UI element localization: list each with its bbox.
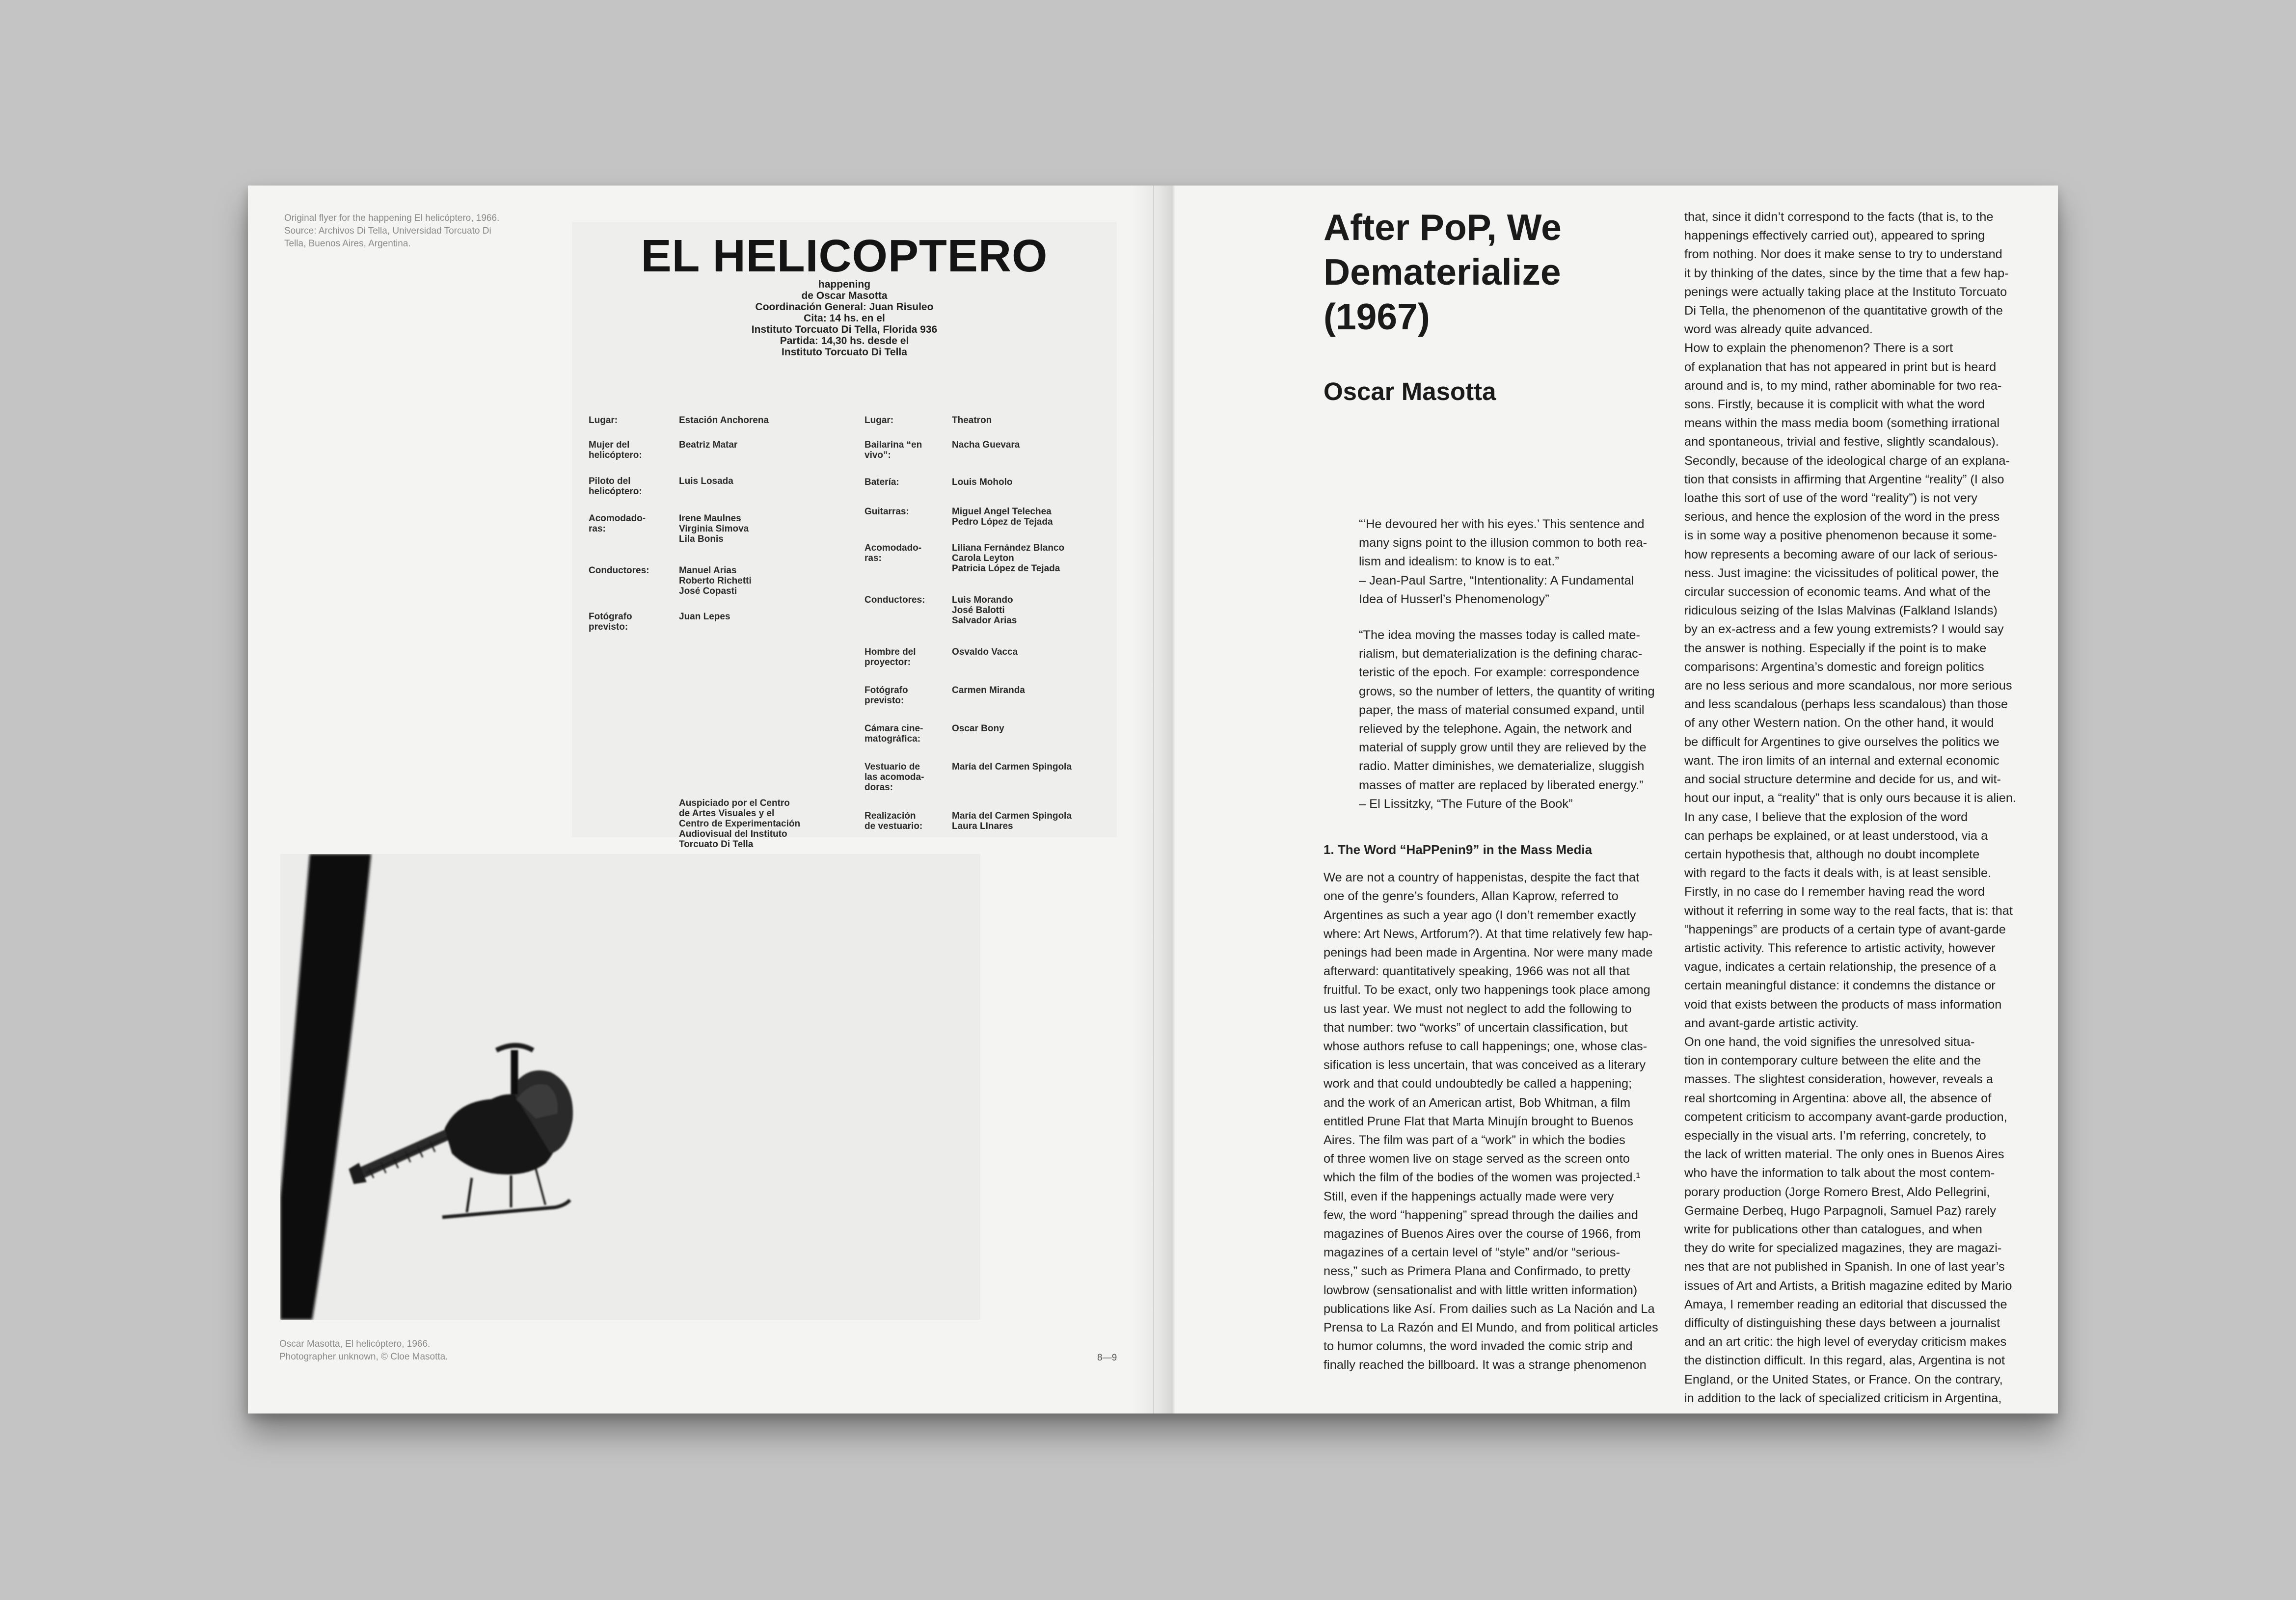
flyer-credit-label [864, 685, 950, 706]
flyer-credit-value [952, 507, 1053, 527]
body-line: sons. Firstly, because it is complicit with what the word [1684, 398, 1985, 412]
body-line: Argentines as such a year ago (I don’t remember exactly [1324, 908, 1636, 922]
book-spread [248, 186, 2058, 1413]
flyer-credit-value-line: Miguel Angel Telechea [952, 507, 1052, 517]
page-numbers: 8—9 [1097, 1353, 1117, 1363]
flyer-credit-label-line: Vestuario de [864, 762, 920, 772]
epigraph-line: Idea of Husserl’s Phenomenology” [1359, 592, 1549, 606]
body-line: of any other Western nation. On the other hand, it would [1684, 716, 1994, 730]
flyer-credit-label [589, 415, 675, 426]
flyer-credit-row [864, 595, 1120, 634]
sponsor-line: Auspiciado por el Centro [679, 798, 790, 808]
flyer-credit-label-line: Mujer del [589, 440, 630, 450]
flyer-credit-label-line: las acomoda- [864, 772, 924, 782]
flyer-credit-value [952, 685, 1025, 695]
flyer-credit-label-line: Guitarras: [864, 507, 909, 517]
flyer-credit-value [679, 565, 752, 596]
body-line: where: Art News, Artforum?). At that time relatively few hap- [1324, 927, 1653, 941]
body-line: lowbrow (sensationalist and with little written information) [1324, 1283, 1638, 1297]
flyer-credit-value-line: Juan Lepes [679, 612, 730, 622]
flyer-credit-value-line: Liliana Fernández Blanco [952, 543, 1065, 553]
flyer-credit-row [589, 565, 844, 605]
flyer-credit-value-line: Carmen Miranda [952, 685, 1025, 695]
body-line: tion in contemporary culture between the elite and the [1684, 1054, 1981, 1068]
body-line: ness. Just imagine: the vicissitudes of political power, the [1684, 566, 1999, 580]
body-line: circular succession of economic teams. And what of the [1684, 585, 1991, 599]
column-1-body [1324, 868, 1662, 1374]
flyer-credit-value [679, 513, 749, 544]
body-line: magazines of a certain level of “style” and/or “serious- [1324, 1246, 1620, 1260]
flyer-subtitle-line: de Oscar Masotta [801, 290, 888, 301]
flyer-credit-value-line: Pedro López de Tejada [952, 517, 1053, 527]
body-line: certain hypothesis that, although no doubt incomplete [1684, 847, 1980, 861]
body-line: finally reached the billboard. It was a strange phenomenon [1324, 1358, 1647, 1372]
flyer-credit-value-line: Virginia Simova [679, 524, 749, 534]
body-line: ness,” such as Primera Plana and Confirmado, to pretty [1324, 1264, 1631, 1279]
body-line: the answer is nothing. Especially if the point is to make [1684, 641, 1987, 655]
epigraph-line: material of supply grow until they are relieved by the [1359, 741, 1647, 755]
body-line: that, since it didn’t correspond to the facts (that is, to the [1684, 210, 1994, 224]
flyer-credit-label-line: proyector: [864, 657, 911, 667]
body-line: Prensa to La Razón and El Mundo, and from political articles [1324, 1321, 1658, 1335]
epigraph-line: – El Lissitzky, “The Future of the Book” [1359, 797, 1573, 811]
body-line: On one hand, the void signifies the unresolved situa- [1684, 1035, 1975, 1049]
epigraph-line: relieved by the telephone. Again, the network and [1359, 722, 1632, 736]
body-line: nes that are not published in Spanish. In one of last year’s [1684, 1260, 2005, 1274]
sponsor-line: Audiovisual del Instituto [679, 829, 787, 839]
flyer-credit-value-line: Laura LInares [952, 821, 1013, 831]
epigraph-line: “The idea moving the masses today is called mate- [1359, 628, 1640, 642]
flyer-credit-row [864, 723, 1120, 763]
body-line: Firstly, in no case do I remember having read the word [1684, 885, 1985, 899]
flyer-credit-label [864, 477, 950, 487]
body-line: write for publications other than catalogues, and when [1684, 1222, 1982, 1236]
flyer-credit-row [589, 612, 844, 651]
flyer-credit-value-line: Salvador Arias [952, 615, 1017, 626]
flyer-credit-value-line: Beatriz Matar [679, 440, 738, 450]
flyer-image [572, 222, 1117, 850]
flyer-credit-label [864, 647, 950, 667]
flyer-credit-label-line: previsto: [589, 622, 628, 632]
epigraph-line: paper, the mass of material consumed expand, until [1359, 703, 1645, 717]
body-line: which the film of the bodies of the women was projected.¹ [1324, 1171, 1640, 1185]
body-line: few, the word “happening” spread through the dailies and [1324, 1208, 1638, 1222]
body-line: how represents a becoming aware of our lack of serious- [1684, 547, 1998, 561]
flyer-credit-row [864, 685, 1120, 724]
flyer-subtitle-line: Coordinación General: Juan Risuleo [755, 301, 934, 313]
body-line: porary production (Jorge Romero Brest, Aldo Pellegrini, [1684, 1185, 1990, 1199]
flyer-credit-row [864, 811, 1120, 850]
flyer-credit-value-line: Irene Maulnes [679, 513, 741, 524]
flyer-credit-value-line: Patricia López de Tejada [952, 563, 1060, 574]
epigraph-line: rialism, but dematerialization is the defining charac- [1359, 647, 1643, 661]
flyer-credit-label-line: matográfica: [864, 734, 921, 744]
helicopter-photo-graphic [280, 854, 980, 1320]
flyer-credit-value-line: Louis Moholo [952, 477, 1013, 487]
body-line: serious, and hence the explosion of the word in the press [1684, 510, 2000, 524]
flyer-credit-label-line: previsto: [864, 695, 904, 706]
sponsor-line: Torcuato Di Tella [679, 839, 754, 850]
flyer-credit-label [589, 476, 675, 497]
caption-line: Original flyer for the happening El helicóptero, 1966. [284, 213, 500, 223]
flyer-credit-label-line: Fotógrafo [589, 612, 632, 622]
body-line: it by thinking of the dates, since by the time that a few hap- [1684, 266, 2009, 280]
body-line: who have the information to talk about the most contem- [1684, 1166, 1995, 1180]
body-line: certain meaningful distance: it condemns the distance or [1684, 979, 1996, 993]
gutter-fold [1153, 186, 1154, 1413]
flyer-credit-label-line: Cámara cine- [864, 723, 923, 734]
flyer-credit-label [864, 595, 950, 605]
flyer-subtitle-line: Instituto Torcuato Di Tella [782, 347, 907, 358]
body-line: ridiculous seizing of the Islas Malvinas (Falkland Islands) [1684, 604, 1998, 618]
body-line: want. The iron limits of an internal and external economic [1684, 753, 1999, 768]
flyer-subtitle [572, 279, 1117, 358]
flyer-credit-value-line: Estación Anchorena [679, 415, 769, 426]
body-line: word was already quite advanced. [1684, 322, 1873, 337]
flyer-credit-label [589, 513, 675, 534]
body-line: and less scandalous (perhaps less scandalous) than those [1684, 697, 2008, 712]
body-line: and avant-garde artistic activity. [1684, 1016, 1859, 1030]
flyer-credit-label-line: Conductores: [589, 565, 649, 576]
body-line: with regard to the facts it deals with, is at least sensible. [1684, 866, 1992, 880]
body-line: hout our input, a “reality” that is only ours because it is alien. [1684, 791, 2017, 805]
flyer-subtitle-line: Cita: 14 hs. en el [804, 313, 885, 324]
flyer-credit-value [952, 543, 1064, 574]
body-line: sification is less uncertain, that was conceived as a literary [1324, 1058, 1646, 1072]
body-line: from nothing. Nor does it make sense to try to understand [1684, 247, 2002, 262]
flyer-credit-label-line: Lugar: [864, 415, 894, 426]
flyer-credit-label [864, 440, 950, 460]
body-line: without it referring in some way to the real facts, that is: that [1684, 904, 2013, 918]
flyer-credit-label-line: ras: [589, 524, 606, 534]
column-2-body [1684, 208, 2030, 1408]
flyer-title: EL HELICOPTERO [641, 230, 1048, 281]
flyer-credit-label-line: Bailarina “en [864, 440, 922, 450]
body-line: competent criticism to accompany avant-garde production, [1684, 1110, 2007, 1124]
flyer-credit-label [864, 543, 950, 563]
epigraphs [1359, 515, 1655, 813]
epigraph-line: many signs point to the illusion common to both rea- [1359, 536, 1648, 550]
body-line: whose authors refuse to call happenings; one, whose clas- [1324, 1040, 1648, 1054]
body-line: to humor columns, the word invaded the comic strip and [1324, 1339, 1633, 1354]
epigraph-line: masses of matter are replaced by liberated energy.” [1359, 778, 1644, 792]
body-line: means within the mass media boom (something irrational [1684, 416, 2000, 430]
title-line: (1967) [1324, 296, 1430, 337]
flyer-credit-row [589, 476, 844, 515]
flyer-subtitle-line: happening [818, 279, 871, 290]
flyer-credit-value [679, 415, 769, 426]
body-line: afterward: quantitatively speaking, 1966 was not all that [1324, 964, 1630, 979]
body-line: of explanation that has not appeared in print but is heard [1684, 360, 1997, 374]
flyer-credit-label-line: Acomodado- [589, 513, 646, 524]
body-line: in addition to the lack of specialized criticism in Argentina, [1684, 1391, 2002, 1405]
text-column-2 [1684, 208, 2030, 1408]
body-line: and the work of an American artist, Bob Whitman, a film [1324, 1095, 1631, 1110]
article-title [1324, 205, 1562, 339]
flyer-credit-value [679, 612, 730, 622]
flyer-credit-value-line: José Balotti [952, 605, 1005, 615]
body-line: is in some way a positive phenomenon because it some- [1684, 529, 1997, 543]
body-line: be difficult for Argentines to give ourselves the politics we [1684, 735, 1999, 749]
section-heading: 1. The Word “HaPPenin9” in the Mass Media [1324, 842, 1593, 857]
body-line: us last year. We must not neglect to add the following to [1324, 1002, 1632, 1016]
sponsor-line: de Artes Visuales y el [679, 808, 775, 819]
flyer-credit-label [864, 415, 950, 426]
flyer-credit-value [952, 762, 1072, 772]
caption-line: Tella, Buenos Aires, Argentina. [284, 239, 411, 249]
flyer-credit-value-line: María del Carmen Spingola [952, 762, 1072, 772]
flyer-credit-label-line: Piloto del [589, 476, 631, 486]
flyer-credit-value-line: Roberto Richetti [679, 576, 752, 586]
body-line: Secondly, because of the ideological charge of an explana- [1684, 453, 2010, 468]
body-line: and spontaneous, trivial and festive, slightly scandalous). [1684, 435, 1999, 449]
body-line: In any case, I believe that the explosion of the word [1684, 810, 1968, 824]
flyer-credit-value [952, 595, 1017, 626]
flyer-credit-label-line: ras: [864, 553, 882, 563]
helicopter-photo [280, 854, 980, 1320]
body-line: happenings effectively carried out), appeared to spring [1684, 229, 1985, 243]
flyer-credit-value-line: Luis Morando [952, 595, 1013, 605]
flyer-credit-label-line: Fotógrafo [864, 685, 908, 695]
flyer-credit-label [589, 565, 675, 576]
flyer-credit-label-line: Conductores: [864, 595, 925, 605]
body-line: and an art critic: the high level of everyday criticism makes [1684, 1335, 2007, 1349]
flyer-credit-row [864, 440, 1120, 479]
flyer-credit-value [952, 723, 1004, 734]
body-line: can perhaps be explained, or at least understood, via a [1684, 828, 1988, 843]
flyer-subtitle-line: Partida: 14,30 hs. desde el [780, 335, 909, 347]
flyer-subtitle-line: Instituto Torcuato Di Tella, Florida 936 [751, 324, 938, 335]
body-line: masses. The slightest consideration, however, reveals a [1684, 1072, 1993, 1087]
flyer-credit-label [864, 811, 950, 831]
epigraph-line: grows, so the number of letters, the quantity of writing [1359, 684, 1655, 698]
flyer-credit-value-line: Oscar Bony [952, 723, 1004, 734]
body-line: vague, indicates a certain relationship, the presence of a [1684, 960, 1997, 974]
flyer-credit-value [679, 440, 737, 450]
flyer-credit-value [952, 415, 992, 426]
flyer-credit-label-line: helicóptero: [589, 486, 642, 497]
body-line: issues of Art and Artists, a British magazine edited by Mario [1684, 1279, 2012, 1293]
body-line: fruitful. To be exact, only two happenings took place among [1324, 983, 1650, 997]
photo-caption [279, 1338, 448, 1363]
flyer-sponsor [679, 798, 800, 850]
flyer-credit-label-line: Acomodado- [864, 543, 922, 553]
flyer-credit-label-line: doras: [864, 782, 893, 793]
flyer-credit-label [864, 723, 950, 744]
epigraph-line: radio. Matter diminishes, we dematerialize, sluggish [1359, 759, 1645, 773]
body-line: We are not a country of happenistas, despite the fact that [1324, 871, 1640, 885]
body-line: artistic activity. This reference to artistic activity, however [1684, 941, 1996, 955]
flyer-credit-row [864, 543, 1120, 582]
epigraph-line: – Jean-Paul Sartre, “Intentionality: A Fundamental [1359, 573, 1634, 587]
flyer-credit-row [589, 513, 844, 553]
body-line: penings had been made in Argentina. Nor were many made [1324, 946, 1653, 960]
body-line: that number: two “works” of uncertain classification, but [1324, 1020, 1628, 1035]
caption-line: Source: Archivos Di Tella, Universidad Torcuato Di [284, 226, 491, 236]
flyer-credit-row [864, 762, 1120, 801]
body-line: void that exists between the products of mass information [1684, 997, 2002, 1012]
sponsor-line: Centro de Experimentación [679, 819, 801, 829]
body-line: the lack of written material. The only ones in Buenos Aires [1684, 1147, 2004, 1162]
flyer-credit-value [952, 811, 1072, 831]
body-line: especially in the visual arts. I’m referring, concretely, to [1684, 1128, 1986, 1143]
body-line: Germaine Derbeq, Hugo Parpagnoli, Samuel Paz) rarely [1684, 1203, 1997, 1218]
body-line: by an ex-actress and a few young extremists? I would say [1684, 622, 2004, 637]
flyer-credit-value-line: Carola Leyton [952, 553, 1014, 563]
body-line: work and that could undoubtedly be called a happening; [1324, 1077, 1632, 1091]
flyer-credit-value-line: María del Carmen Spingola [952, 811, 1072, 821]
flyer-credit-label-line: Batería: [864, 477, 899, 487]
flyer-credit-value-line: Osvaldo Vacca [952, 647, 1018, 657]
body-line: How to explain the phenomenon? There is a sort [1684, 341, 1953, 355]
flyer-credit-value-line: José Copasti [679, 586, 737, 596]
body-line: entitled Prune Flat that Marta Minujín brought to Buenos [1324, 1114, 1633, 1128]
flyer-caption [284, 212, 499, 250]
body-line: tion that consists in affirming that Argentine “reality” (I also [1684, 472, 2004, 486]
body-line: “happenings” are products of a certain type of avant-garde [1684, 922, 2006, 936]
body-line: Still, even if the happenings actually made were very [1324, 1189, 1614, 1203]
text-column-1 [1324, 840, 1662, 1375]
epigraph-line: lism and idealism: to know is to eat.” [1359, 555, 1559, 569]
body-line: Amaya, I remember reading an editorial that discussed the [1684, 1297, 2007, 1311]
flyer-credit-row [589, 440, 844, 479]
body-line: Di Tella, the phenomenon of the quantitative growth of the [1684, 304, 2003, 318]
flyer-credit-label [589, 612, 675, 632]
body-line: they do write for specialized magazines, they are magazi- [1684, 1241, 2002, 1255]
flyer-credit-label [589, 440, 675, 460]
body-line: around and is, to my mind, rather abominable for two rea- [1684, 378, 2002, 393]
flyer-credit-label [864, 507, 950, 517]
flyer-credit-row [864, 507, 1120, 546]
caption-line: Oscar Masotta, El helicóptero, 1966. [279, 1339, 431, 1349]
flyer-credit-value [952, 440, 1020, 450]
flyer-credit-value-line: Lila Bonis [679, 534, 724, 544]
caption-line: Photographer unknown, © Cloe Masotta. [279, 1352, 448, 1362]
flyer-credit-label-line: helicóptero: [589, 450, 642, 460]
title-line: After PoP, We [1324, 207, 1562, 248]
epigraph-line: “‘He devoured her with his eyes.’ This sentence and [1359, 517, 1645, 531]
body-line: penings were actually taking place at the Instituto Torcuato [1684, 285, 2007, 299]
flyer-credit-label-line: de vestuario: [864, 821, 923, 831]
body-line: and social structure determine and decide for us, and wit- [1684, 773, 2001, 787]
body-line: of three women live on stage served as the screen onto [1324, 1152, 1630, 1166]
flyer-credit-value-line: Manuel Arias [679, 565, 737, 576]
body-line: real shortcoming in Argentina: above all, the absence of [1684, 1091, 1992, 1105]
flyer-credit-label-line: Lugar: [589, 415, 618, 426]
flyer-credit-label-line: Hombre del [864, 647, 916, 657]
flyer-credit-value-line: Luis Losada [679, 476, 733, 486]
flyer-credit-value [952, 647, 1018, 657]
body-line: magazines of Buenos Aires over the course of 1966, from [1324, 1227, 1641, 1241]
flyer-credit-value [679, 476, 733, 486]
body-line: comparisons: Argentina’s domestic and foreign politics [1684, 660, 1984, 674]
flyer-credit-label-line: vivo”: [864, 450, 891, 460]
body-line: publications like Así. From dailies such as La Nación and La [1324, 1302, 1655, 1316]
article-author: Oscar Masotta [1324, 377, 1496, 405]
flyer-credit-label-line: Realización [864, 811, 916, 821]
body-line: the distinction difficult. In this regard, alas, Argentina is not [1684, 1354, 2005, 1368]
body-line: difficulty of distinguishing these days between a journalist [1684, 1316, 2000, 1330]
body-line: England, or the United States, or France. On the contrary, [1684, 1372, 2003, 1387]
title-line: Dematerialize [1324, 251, 1561, 293]
epigraph-line: teristic of the epoch. For example: correspondence [1359, 666, 1640, 680]
body-line: loathe this sort of use of the word “reality”) is not very [1684, 491, 1977, 506]
flyer-credit-value [952, 477, 1012, 487]
flyer-credit-value-line: Theatron [952, 415, 992, 426]
flyer-credit-value-line: Nacha Guevara [952, 440, 1020, 450]
flyer-credit-label [864, 762, 950, 793]
body-line: one of the genre’s founders, Allan Kaprow, referred to [1324, 889, 1619, 904]
body-line: are no less serious and more scandalous, nor more serious [1684, 679, 2012, 693]
body-line: Aires. The film was part of a “work” in which the bodies [1324, 1133, 1625, 1147]
flyer-credit-row [864, 647, 1120, 686]
